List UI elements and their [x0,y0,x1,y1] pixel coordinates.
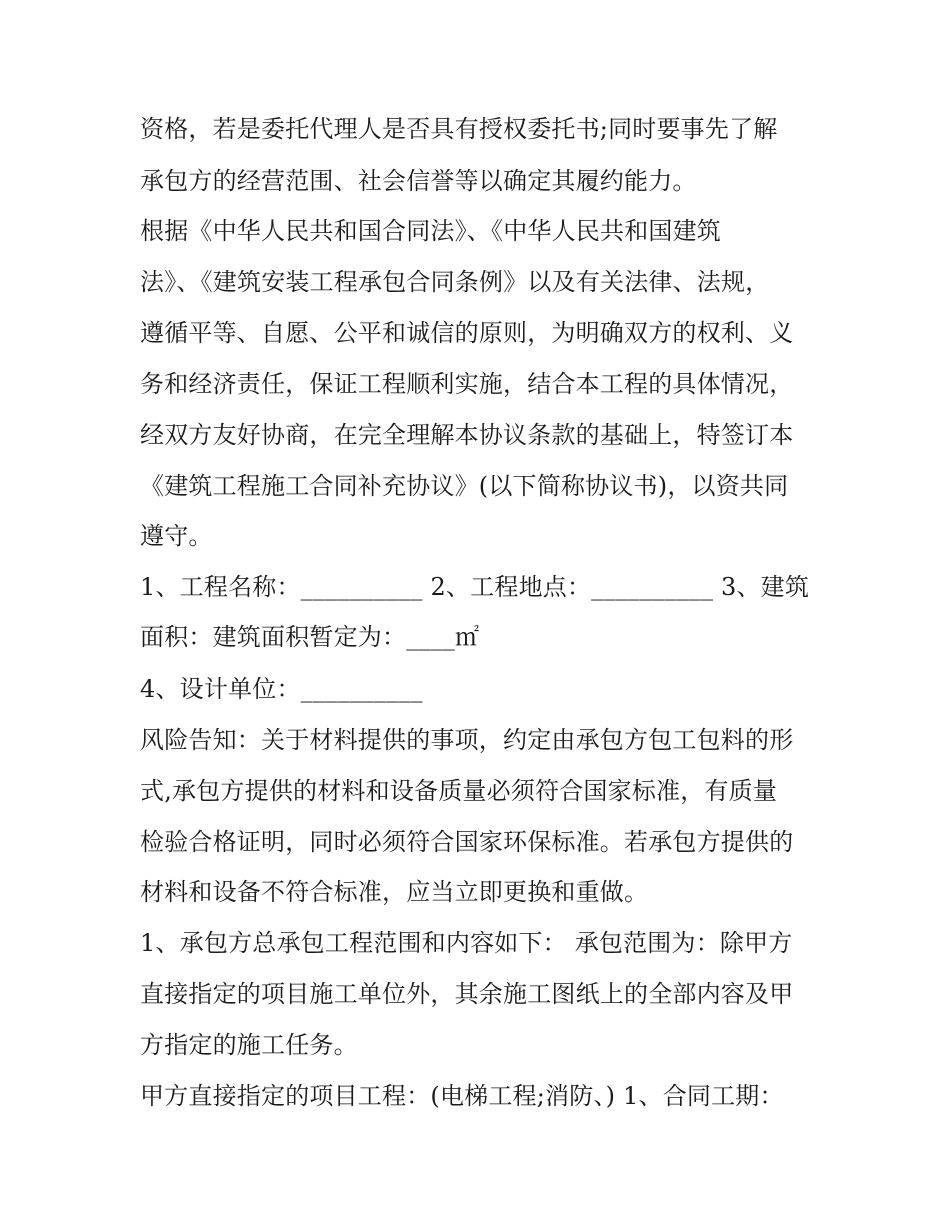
text-line: 承包方的经营范围、社会信誉等以确定其履约能力。 [140,167,697,195]
text-line: 1、承包方总承包工程范围和内容如下： 承包范围为：除甲方 [140,929,793,957]
text-line: 遵循平等、自愿、公平和诚信的原则，为明确双方的权利、义 [140,319,794,347]
text-line: 经双方友好协商，在完全理解本协议条款的基础上，特签订本 [140,421,794,449]
text-line: 风险告知：关于材料提供的事项，约定由承包方包工包料的形 [140,726,794,754]
text-line: 务和经济责任，保证工程顺利实施，结合本工程的具体情况， [140,370,794,398]
text-line: 根据《中华人民共和国合同法》、《中华人民共和国建筑 [140,217,721,245]
text-line: 检验合格证明，同时必须符合国家环保标准。若承包方提供的 [140,828,794,856]
text-line: 面积：建筑面积暂定为：____㎡ [140,623,480,651]
text-line: 1、工程名称：__________ 2、工程地点：__________ 3、建筑 [140,573,810,601]
text-line: 资格，若是委托代理人是否具有授权委托书;同时要事先了解 [140,115,778,143]
text-line: 遵守。 [140,522,213,550]
text-line: 方指定的施工任务。 [140,1031,358,1059]
text-line: 法》、《建筑安装工程承包合同条例》以及有关法律、法规， [140,268,770,296]
text-line: 《建筑工程施工合同补充协议》(以下简称协议书)，以资共同 [140,472,789,500]
text-line: 4、设计单位：__________ [140,675,423,703]
text-line: 甲方直接指定的项目工程：(电梯工程;消防、) 1、合同工期： [140,1082,784,1110]
text-line: 直接指定的项目施工单位外，其余施工图纸上的全部内容及甲 [140,980,794,1008]
text-line: 材料和设备不符合标准，应当立即更换和重做。 [140,878,649,906]
text-line: 式,承包方提供的材料和设备质量必须符合国家标准，有质量 [140,777,778,805]
